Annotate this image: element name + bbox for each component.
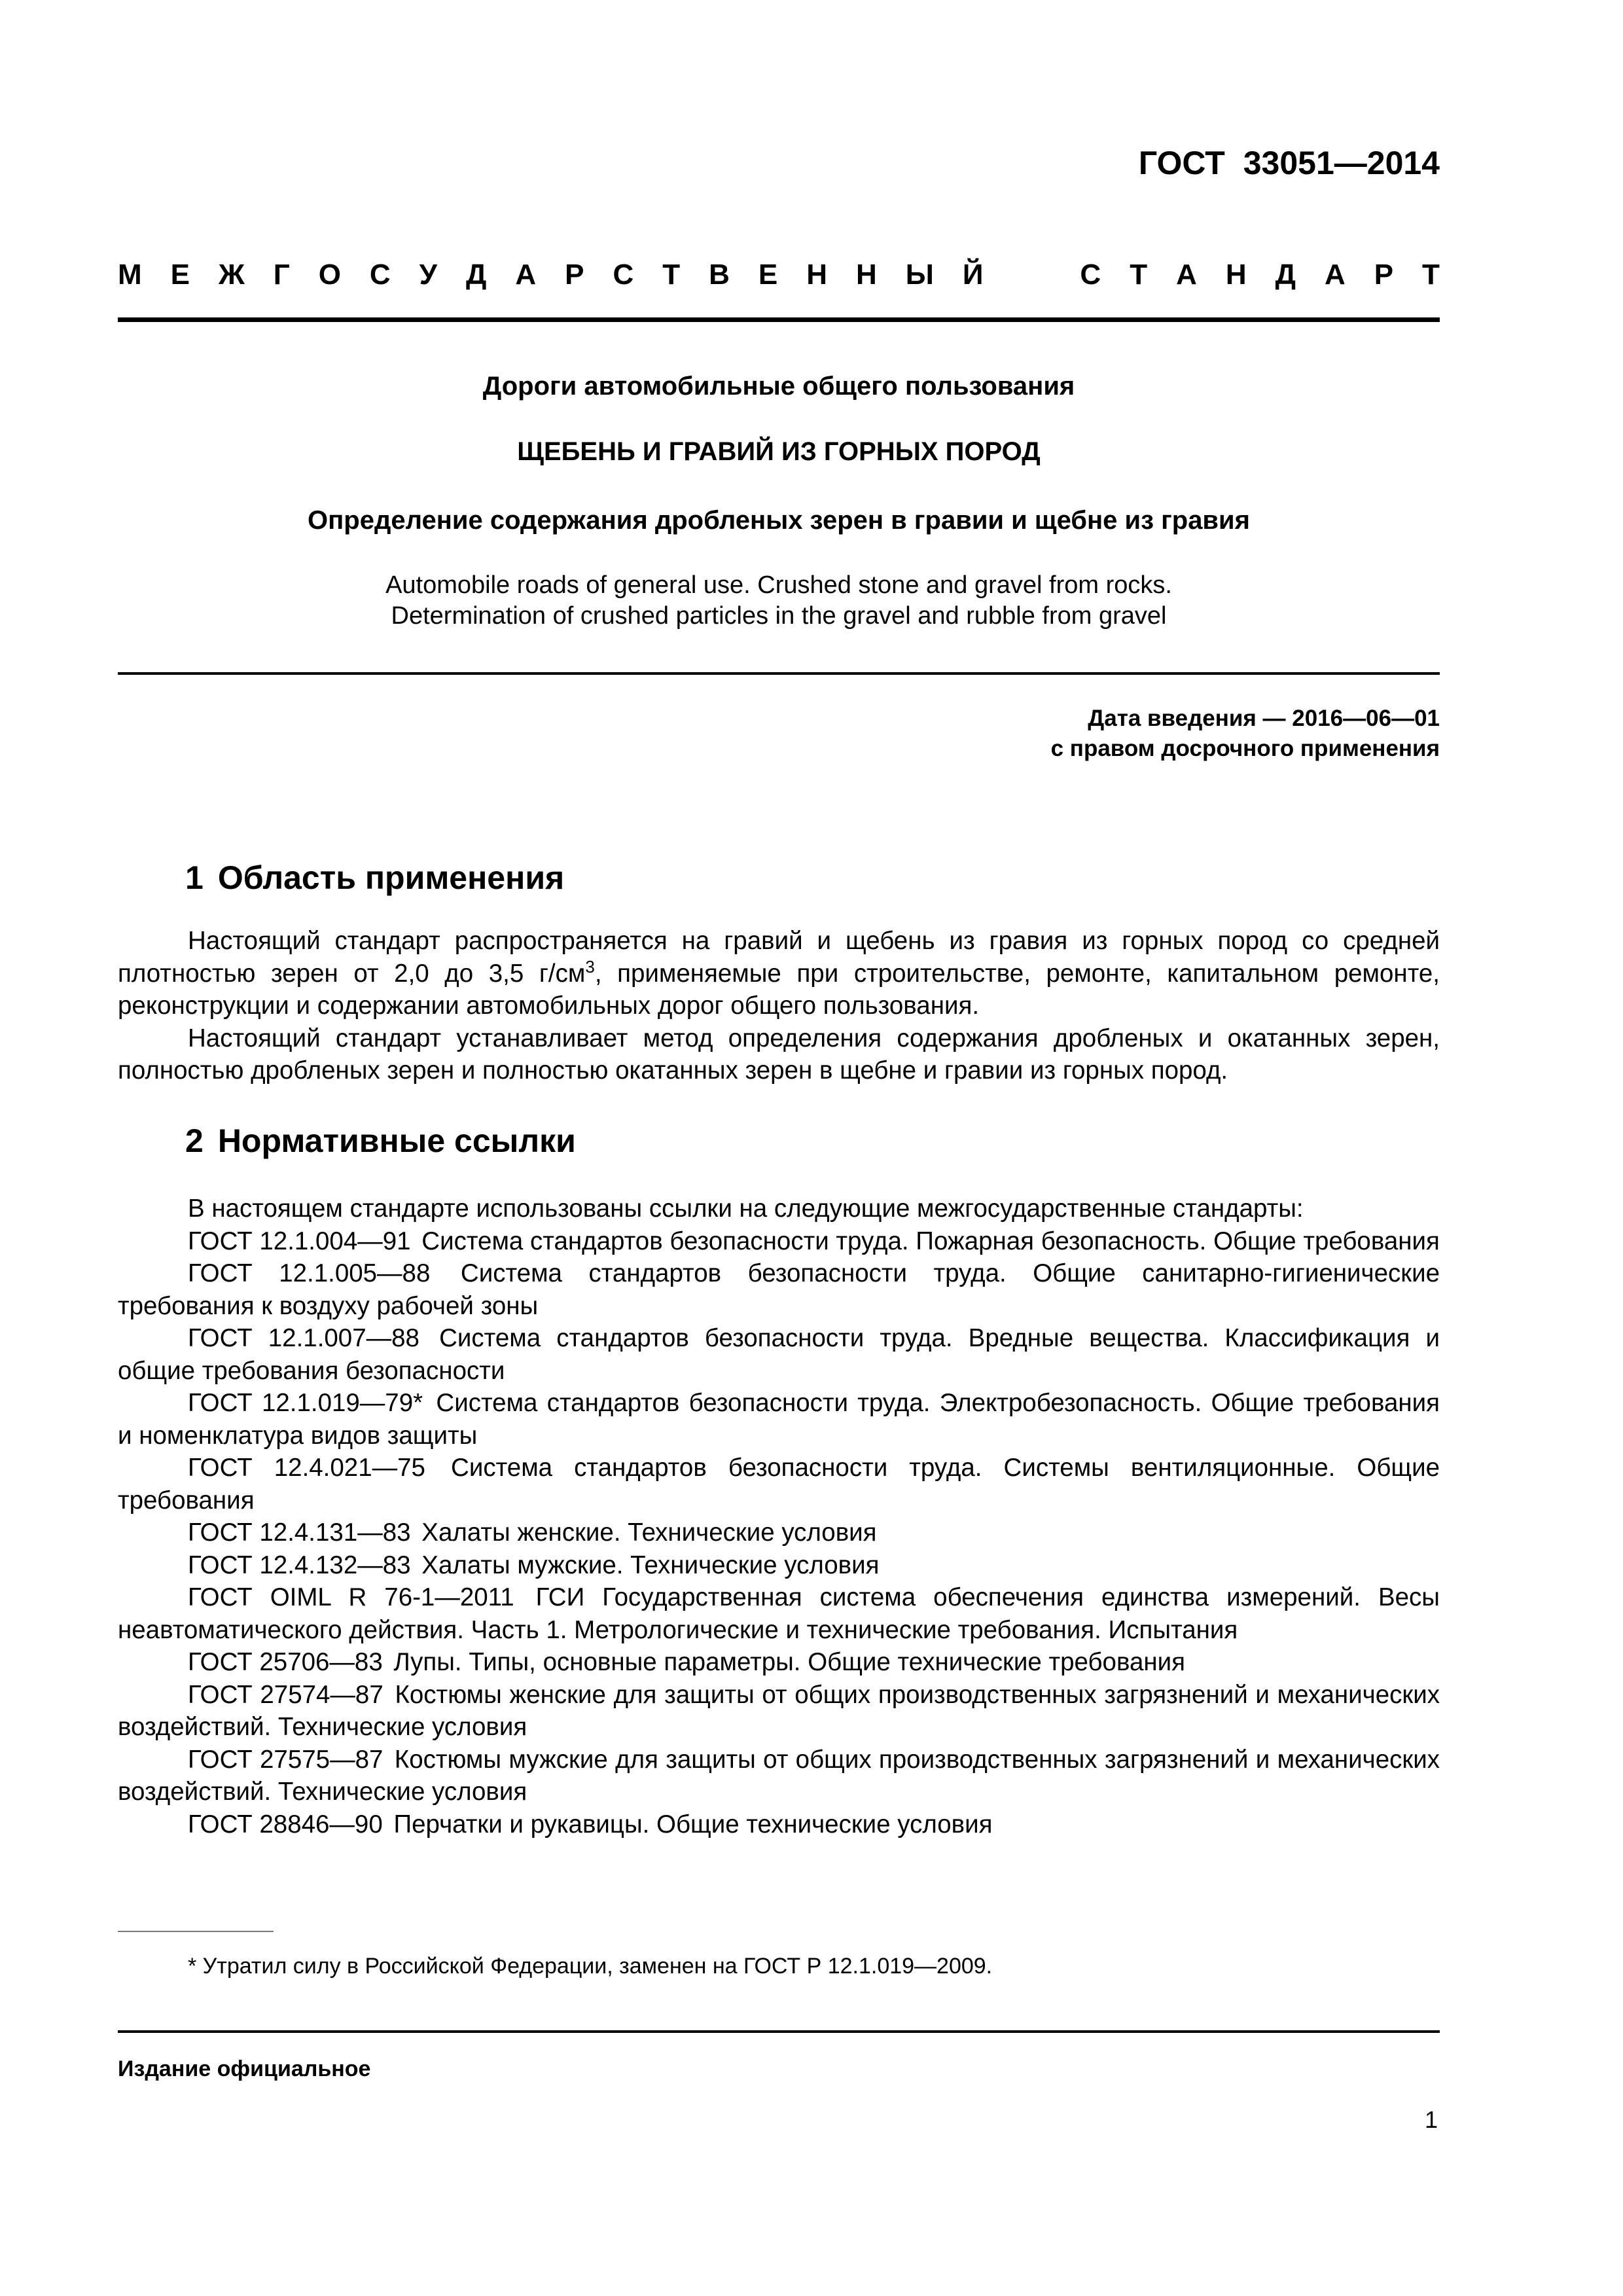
reference-code: ГОСТ 27574—87 — [188, 1680, 383, 1709]
title-line-2: ЩЕБЕНЬ И ГРАВИЙ ИЗ ГОРНЫХ ПОРОД — [517, 437, 1041, 466]
reference-code: ГОСТ OIML R 76-1—2011 — [188, 1583, 514, 1611]
heading-letter: Г — [273, 259, 290, 291]
reference-code: ГОСТ 12.1.007—88 — [188, 1324, 419, 1352]
heading-letter: Н — [856, 259, 877, 291]
heading-letter: Й — [962, 259, 984, 291]
heading-letter: Д — [1275, 259, 1296, 291]
references-intro: В настоящем стандарте использованы ссылки на следующие межгосударственные стандарты: — [188, 1194, 1304, 1223]
heading-letter: Т — [1130, 259, 1148, 291]
reference-code: ГОСТ 12.4.021—75 — [188, 1454, 425, 1482]
heading-letter: Р — [565, 259, 584, 291]
reference-item — [118, 1322, 1440, 1387]
reference-item — [118, 1808, 1440, 1841]
heading-letter: Ж — [218, 259, 245, 291]
reference-code: ГОСТ 27575—87 — [188, 1745, 383, 1774]
section-1-heading — [185, 859, 564, 897]
reference-title: ГСИ Государственная система обеспечения единства измерений. Весы неавтоматического действия. Часть 1. Метрологические и технические требования. Испытания — [118, 1583, 1440, 1644]
section-1-body — [118, 925, 1440, 1087]
reference-title: Халаты мужские. Технические условия — [421, 1551, 880, 1579]
heading-letter: О — [318, 259, 341, 291]
reference-item — [118, 1549, 1440, 1582]
reference-title: Система стандартов безопасности труда. Электробезопасность. Общие требования и номенклатура видов защиты — [118, 1389, 1440, 1450]
reference-item — [118, 1225, 1440, 1258]
reference-title: Костюмы женские для защиты от общих производственных загрязнений и механических воздействий. Технические условия — [118, 1680, 1440, 1741]
scope-paragraph: Настоящий стандарт распространяется на гравий и щебень из гравия из горных пород со средней плотностью зерен от 2,0 до 3,5 $г/см^3$, применяемые при строительстве, ремонте, капитальном ремонте, реконструкции и содержании автомобильных дорог общего пользования. — [118, 927, 1440, 1020]
reference-code: ГОСТ 12.4.132—83 — [188, 1551, 411, 1579]
title-line-3: Определение содержания дробленых зерен в гравии и щебне из гравия — [308, 506, 1250, 535]
reference-item — [118, 1387, 1440, 1452]
reference-item — [118, 1679, 1440, 1744]
heading-letter: Н — [1225, 259, 1247, 291]
footer-rule — [118, 2030, 1440, 2033]
reference-title: Лупы. Типы, основные параметры. Общие технические требования — [393, 1648, 1185, 1676]
reference-title: Система стандартов безопасности труда. Пожарная безопасность. Общие требования — [421, 1227, 1440, 1255]
heading-word-gap — [1012, 259, 1051, 291]
reference-item — [118, 1452, 1440, 1516]
page-number: 1 — [1424, 2106, 1438, 2133]
reference-code: ГОСТ 12.1.004—91 — [188, 1227, 411, 1255]
reference-title: Перчатки и рукавицы. Общие технические условия — [393, 1810, 993, 1839]
heading-letter: С — [369, 259, 391, 291]
reference-title: Система стандартов безопасности труда. Вредные вещества. Классификация и общие требования безопасности — [118, 1324, 1440, 1385]
title-rule — [118, 672, 1440, 675]
heading-letter: С — [613, 259, 634, 291]
section-2-body — [118, 1193, 1440, 1840]
footnote-separator — [118, 1931, 274, 1932]
heading-letter: У — [419, 259, 438, 291]
heading-letter: В — [709, 259, 730, 291]
reference-code: ГОСТ 12.4.131—83 — [188, 1518, 411, 1547]
heading-letter: Р — [1374, 259, 1394, 291]
standard-code: ГОСТ 33051—2014 — [1138, 145, 1440, 181]
heading-letter: С — [1080, 259, 1101, 291]
reference-title: Система стандартов безопасности труда. Общие санитарно-гигиенические требования к воздуху рабочей зоны — [118, 1259, 1440, 1320]
reference-code: ГОСТ 12.1.019—79* — [188, 1389, 423, 1417]
heading-letter: Е — [170, 259, 190, 291]
heading-letter: Д — [466, 259, 487, 291]
reference-item — [118, 1646, 1440, 1679]
section-number: 1 — [185, 859, 204, 896]
standard-type-heading — [118, 259, 1440, 291]
section-title-text: Нормативные ссылки — [217, 1122, 576, 1159]
footnote: * Утратил силу в Российской Федерации, заменен на ГОСТ Р 12.1.019—2009. — [188, 1954, 993, 1979]
reference-title: Халаты женские. Технические условия — [421, 1518, 877, 1547]
reference-title: Система стандартов безопасности труда. Системы вентиляционные. Общие требования — [118, 1454, 1440, 1515]
heading-letter: А — [515, 259, 537, 291]
reference-code: ГОСТ 25706—83 — [188, 1648, 383, 1676]
reference-item — [118, 1257, 1440, 1322]
heading-letter: Т — [1422, 259, 1440, 291]
heading-letter: Е — [758, 259, 778, 291]
heading-letter: А — [1176, 259, 1197, 291]
section-number: 2 — [185, 1122, 204, 1159]
reference-title: Костюмы мужские для защиты от общих производственных загрязнений и механических воздействий. Технические условия — [118, 1745, 1440, 1806]
section-title-text: Область применения — [217, 859, 565, 896]
scope-paragraph: Настоящий стандарт устанавливает метод определения содержания дробленых и окатанных зерен, полностью дробленых зерен и полностью окатанных зерен в щебне и гравии из горных пород. — [118, 1024, 1440, 1085]
early-application-note: с правом досрочного применения — [1050, 736, 1440, 761]
heading-letter: А — [1324, 259, 1346, 291]
title-line-1: Дороги автомобильные общего пользования — [482, 372, 1075, 401]
header-rule — [118, 317, 1440, 322]
title-english-1: Automobile roads of general use. Crushed stone and gravel from rocks. — [385, 571, 1172, 599]
reference-item — [118, 1744, 1440, 1808]
section-2-heading — [185, 1122, 576, 1160]
reference-code: ГОСТ 12.1.005—88 — [188, 1259, 431, 1287]
superscript: 3 — [585, 956, 595, 977]
reference-code: ГОСТ 28846—90 — [188, 1810, 383, 1839]
heading-letter: Ы — [905, 259, 934, 291]
official-edition-label: Издание официальное — [118, 2056, 371, 2081]
heading-letter: Т — [662, 259, 681, 291]
title-english-2: Determination of crushed particles in the gravel and rubble from gravel — [391, 602, 1167, 630]
reference-item — [118, 1516, 1440, 1549]
heading-letter: М — [118, 259, 142, 291]
reference-item — [118, 1581, 1440, 1646]
effective-date: Дата введения — 2016—06—01 — [1088, 706, 1440, 731]
heading-letter: Н — [806, 259, 828, 291]
